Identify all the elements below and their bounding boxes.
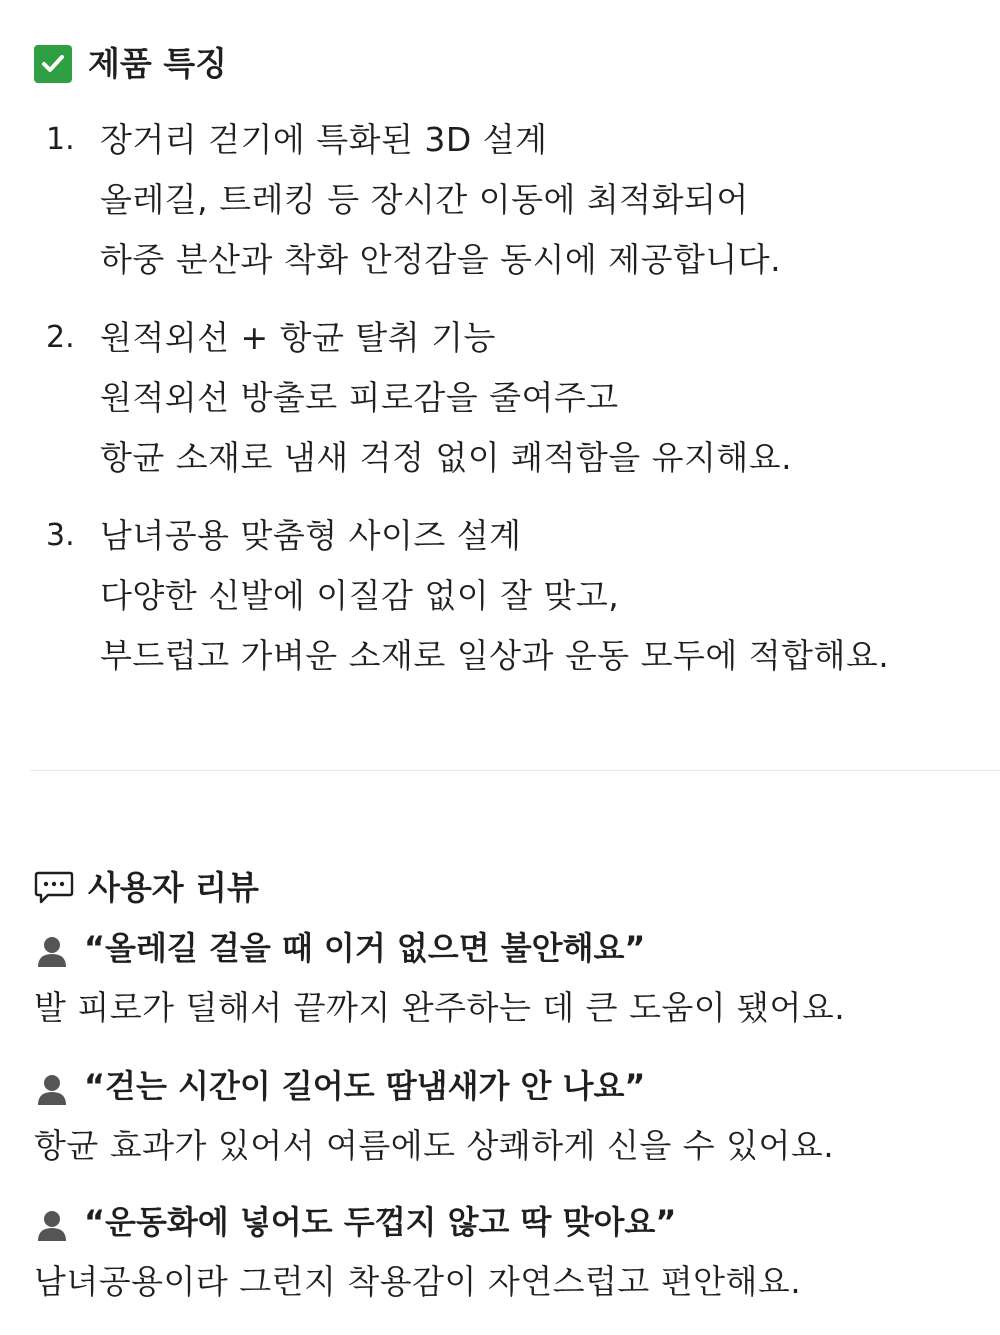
review-quote: “걷는 시간이 길어도 땀냄새가 안 나요”: [84, 1067, 646, 1105]
feature-title: 장거리 걷기에 특화된 3D 설계: [100, 120, 548, 159]
person-silhouette-icon: [34, 930, 70, 966]
section-divider: [30, 770, 1000, 771]
review-quote-row: [34, 1194, 676, 1250]
review-quote: “운동화에 넣어도 두껍지 않고 딱 맞아요”: [84, 1203, 677, 1241]
features-heading-label: 제품 특징: [88, 44, 228, 83]
feature-description-line: 올레길, 트레킹 등 장시간 이동에 최적화되어: [100, 180, 749, 219]
review-quote-row: [34, 1058, 645, 1114]
check-mark-button-icon: [34, 45, 72, 83]
speech-bubble-icon: [34, 870, 74, 906]
feature-number: 1.: [46, 122, 75, 157]
person-silhouette-icon: [34, 1204, 70, 1240]
feature-description-line: 하중 분산과 착화 안정감을 동시에 제공합니다.: [100, 240, 782, 279]
feature-number: 3.: [46, 518, 75, 553]
feature-description-line: 원적외선 방출로 피로감을 줄여주고: [100, 378, 619, 417]
review-quote-row: [34, 920, 645, 976]
feature-title: 원적외선 + 항균 탈취 기능: [100, 318, 496, 357]
reviews-heading: [34, 868, 259, 908]
feature-description-line: 부드럽고 가벼운 소재로 일상과 운동 모두에 적합해요.: [100, 636, 890, 675]
feature-description-line: 항균 소재로 냄새 걱정 없이 쾌적함을 유지해요.: [100, 438, 793, 477]
reviews-heading-label: 사용자 리뷰: [88, 868, 259, 907]
review-quote: “올레길 걸을 때 이거 없으면 불안해요”: [84, 929, 646, 967]
review-body: 항균 효과가 있어서 여름에도 상쾌하게 신을 수 있어요.: [34, 1126, 835, 1165]
feature-description-line: 다양한 신발에 이질감 없이 잘 맞고,: [100, 576, 620, 615]
feature-title: 남녀공용 맞춤형 사이즈 설계: [100, 516, 522, 555]
features-heading: [34, 44, 227, 84]
review-body: 남녀공용이라 그런지 착용감이 자연스럽고 편안해요.: [34, 1262, 802, 1301]
review-body: 발 피로가 덜해서 끝까지 완주하는 데 큰 도움이 됐어요.: [34, 988, 846, 1027]
person-silhouette-icon: [34, 1068, 70, 1104]
feature-number: 2.: [46, 320, 75, 355]
